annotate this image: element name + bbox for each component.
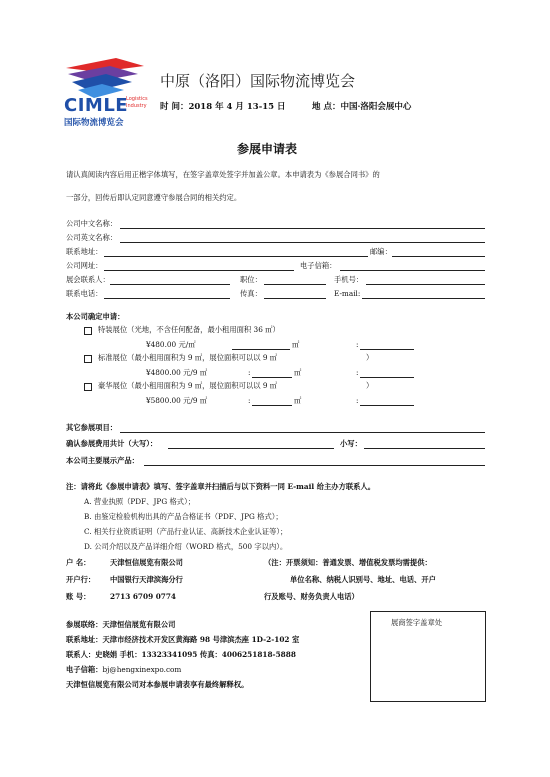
products-field[interactable] bbox=[144, 465, 485, 466]
booth-standard-total-field[interactable] bbox=[360, 377, 414, 378]
time-label: 时 间： bbox=[160, 102, 189, 112]
booth-standard-desc: 标准展位（最小租用面积为 9 ㎡，展位面积可以以 9 ㎡ bbox=[98, 353, 278, 362]
bank-value: 中国银行天津滨海分行 bbox=[110, 575, 183, 584]
booth-luxury-colon1: : bbox=[248, 396, 251, 405]
other-items-field[interactable] bbox=[120, 432, 485, 433]
intro-line2: 一部分，回传后即认定同意遵守参展合同的相关约定。 bbox=[66, 193, 242, 202]
bank-note3: 行及账号、财务负责人电话） bbox=[264, 592, 359, 601]
contact-line2: 联系地址：天津市经济技术开发区黄海路 98 号津滨杰座 1D-2-102 室 bbox=[66, 635, 300, 644]
position-label: 职位： bbox=[240, 275, 262, 284]
booth-standard-colon1: : bbox=[248, 368, 251, 377]
email-box-label: 电子信箱： bbox=[300, 261, 337, 270]
note-item-c: C. 相关行业资质证明（产品行业认证、高新技术企业认证等）； bbox=[84, 527, 288, 536]
contact-line4 bbox=[66, 665, 181, 675]
booth-special-area-field[interactable] bbox=[232, 349, 290, 350]
email-field[interactable] bbox=[362, 298, 485, 299]
booth-standard-close: ） bbox=[366, 353, 374, 362]
booth-special-desc: 特装展位（光地，不含任何配备，最小租用面积 36 ㎡） bbox=[98, 325, 280, 334]
company-cn-field[interactable] bbox=[120, 228, 485, 229]
booth-luxury-colon2: : bbox=[356, 396, 359, 405]
email-box-field[interactable] bbox=[340, 270, 485, 271]
notes-heading: 注：请将此《参展申请表》填写、签字盖章并扫描后与以下资料一同 E-mail 给主办方联系人。 bbox=[66, 482, 376, 491]
total-cn-label: 确认参展费用共计（大写）： bbox=[66, 439, 158, 448]
intro-line1: 请认真阅读内容后用正楷字体填写，在签字盖章处签字并加盖公章。本申请表为《参展合同书》的 bbox=[66, 170, 380, 179]
contact-line3: 联系人：史晓娟 手机：13323341095 传真：4006251818-5888 bbox=[66, 650, 296, 659]
booth-luxury-unit: ㎡ bbox=[294, 396, 302, 405]
address-label: 联系地址： bbox=[66, 247, 103, 256]
booth-luxury-desc: 豪华展位（最小租用面积为 9 ㎡，展位面积可以以 9 ㎡ bbox=[98, 381, 278, 390]
phone-field[interactable] bbox=[104, 298, 230, 299]
address-field[interactable] bbox=[104, 256, 368, 257]
bank-name-value: 天津恒信展览有限公司 bbox=[110, 558, 183, 567]
booth-standard-area-field[interactable] bbox=[252, 377, 292, 378]
bank-note1: （注：开票须知：普通发票、增值税发票均需提供： bbox=[264, 558, 432, 567]
account-value: 2713 6709 0774 bbox=[110, 592, 177, 601]
bank-name-label: 户 名： bbox=[66, 558, 91, 567]
contact-label: 展会联系人： bbox=[66, 275, 110, 284]
postcode-label: 邮编： bbox=[370, 247, 392, 256]
booth-special-colon: : bbox=[356, 340, 359, 349]
company-en-label: 公司英文名称： bbox=[66, 233, 118, 242]
booth-luxury-checkbox[interactable] bbox=[84, 383, 92, 391]
fax-label: 传真： bbox=[240, 289, 262, 298]
booth-luxury-close: ） bbox=[366, 381, 374, 390]
logo-swoosh-icon bbox=[58, 52, 146, 100]
logo-cn: 国际物流博览会 bbox=[64, 118, 124, 128]
mobile-field[interactable] bbox=[366, 284, 485, 285]
email-label: E-mail: bbox=[334, 289, 361, 298]
note-item-d: D. 公司介绍以及产品详细介绍（WORD 格式，500 字以内）。 bbox=[84, 542, 288, 551]
logo-sub1: Logistics bbox=[126, 96, 148, 102]
event-place bbox=[312, 100, 411, 112]
form-title: 参展申请表 bbox=[237, 142, 298, 156]
email-label-bottom: 电子信箱： bbox=[66, 665, 103, 674]
total-small-field[interactable] bbox=[364, 448, 485, 449]
position-field[interactable] bbox=[264, 284, 326, 285]
fax-field[interactable] bbox=[264, 298, 326, 299]
other-items-label: 其它参展项目： bbox=[66, 423, 118, 432]
total-small-label: 小写： bbox=[340, 439, 362, 448]
stamp-box[interactable] bbox=[370, 611, 486, 702]
bank-note2: 单位名称、纳税人识别号、地址、电话、开户 bbox=[290, 575, 436, 584]
booth-heading: 本公司确定申请： bbox=[66, 312, 125, 321]
booth-standard-price: ¥4800.00 元/9 ㎡ bbox=[146, 368, 208, 377]
booth-special-unit: ㎡ bbox=[292, 340, 300, 349]
page-title: 中原（洛阳）国际物流博览会 bbox=[160, 72, 356, 90]
company-cn-label: 公司中文名称： bbox=[66, 219, 118, 228]
email-link[interactable]: bj@hengxinexpo.com bbox=[102, 665, 182, 674]
website-label: 公司网址： bbox=[66, 261, 103, 270]
stamp-box-label: 展商签字盖章处 bbox=[391, 618, 443, 627]
products-label: 本公司主要展示产品： bbox=[66, 456, 139, 465]
time-value: 2018 年 4 月 13-15 日 bbox=[188, 102, 286, 112]
event-time bbox=[160, 100, 286, 112]
booth-luxury-total-field[interactable] bbox=[360, 405, 414, 406]
website-field[interactable] bbox=[104, 270, 294, 271]
contact-line5: 天津恒信展览有限公司对本参展申请表享有最终解释权。 bbox=[66, 680, 249, 689]
note-item-a: A. 营业执照（PDF、JPG 格式）； bbox=[84, 497, 196, 506]
place-value: 中国·洛阳会展中心 bbox=[340, 102, 412, 112]
booth-special-total-field[interactable] bbox=[360, 349, 414, 350]
booth-standard-colon2: : bbox=[356, 368, 359, 377]
total-cn-field[interactable] bbox=[168, 448, 334, 449]
booth-luxury-price: ¥5800.00 元/9 ㎡ bbox=[146, 396, 208, 405]
contact-line1: 参展联络：天津恒信展览有限公司 bbox=[66, 620, 176, 629]
logo-text: CIMLE bbox=[64, 95, 129, 116]
note-item-b: B. 由鉴定检验机构出具的产品合格证书（PDF、JPG 格式）； bbox=[84, 512, 283, 521]
logo-sub2: Industry bbox=[126, 103, 147, 109]
booth-standard-unit: ㎡ bbox=[294, 368, 302, 377]
booth-special-price: ¥480.00 元/㎡ bbox=[146, 340, 196, 349]
bank-label: 开户行： bbox=[66, 575, 96, 584]
company-en-field[interactable] bbox=[120, 242, 485, 243]
booth-standard-checkbox[interactable] bbox=[84, 355, 92, 363]
booth-special-checkbox[interactable] bbox=[84, 327, 92, 335]
phone-label: 联系电话： bbox=[66, 289, 103, 298]
contact-field[interactable] bbox=[110, 284, 230, 285]
postcode-field[interactable] bbox=[392, 256, 485, 257]
booth-luxury-area-field[interactable] bbox=[252, 405, 292, 406]
logo bbox=[58, 52, 146, 130]
mobile-label: 手机号： bbox=[334, 275, 364, 284]
place-label: 地 点： bbox=[312, 102, 341, 112]
account-label: 账 号： bbox=[66, 592, 91, 601]
